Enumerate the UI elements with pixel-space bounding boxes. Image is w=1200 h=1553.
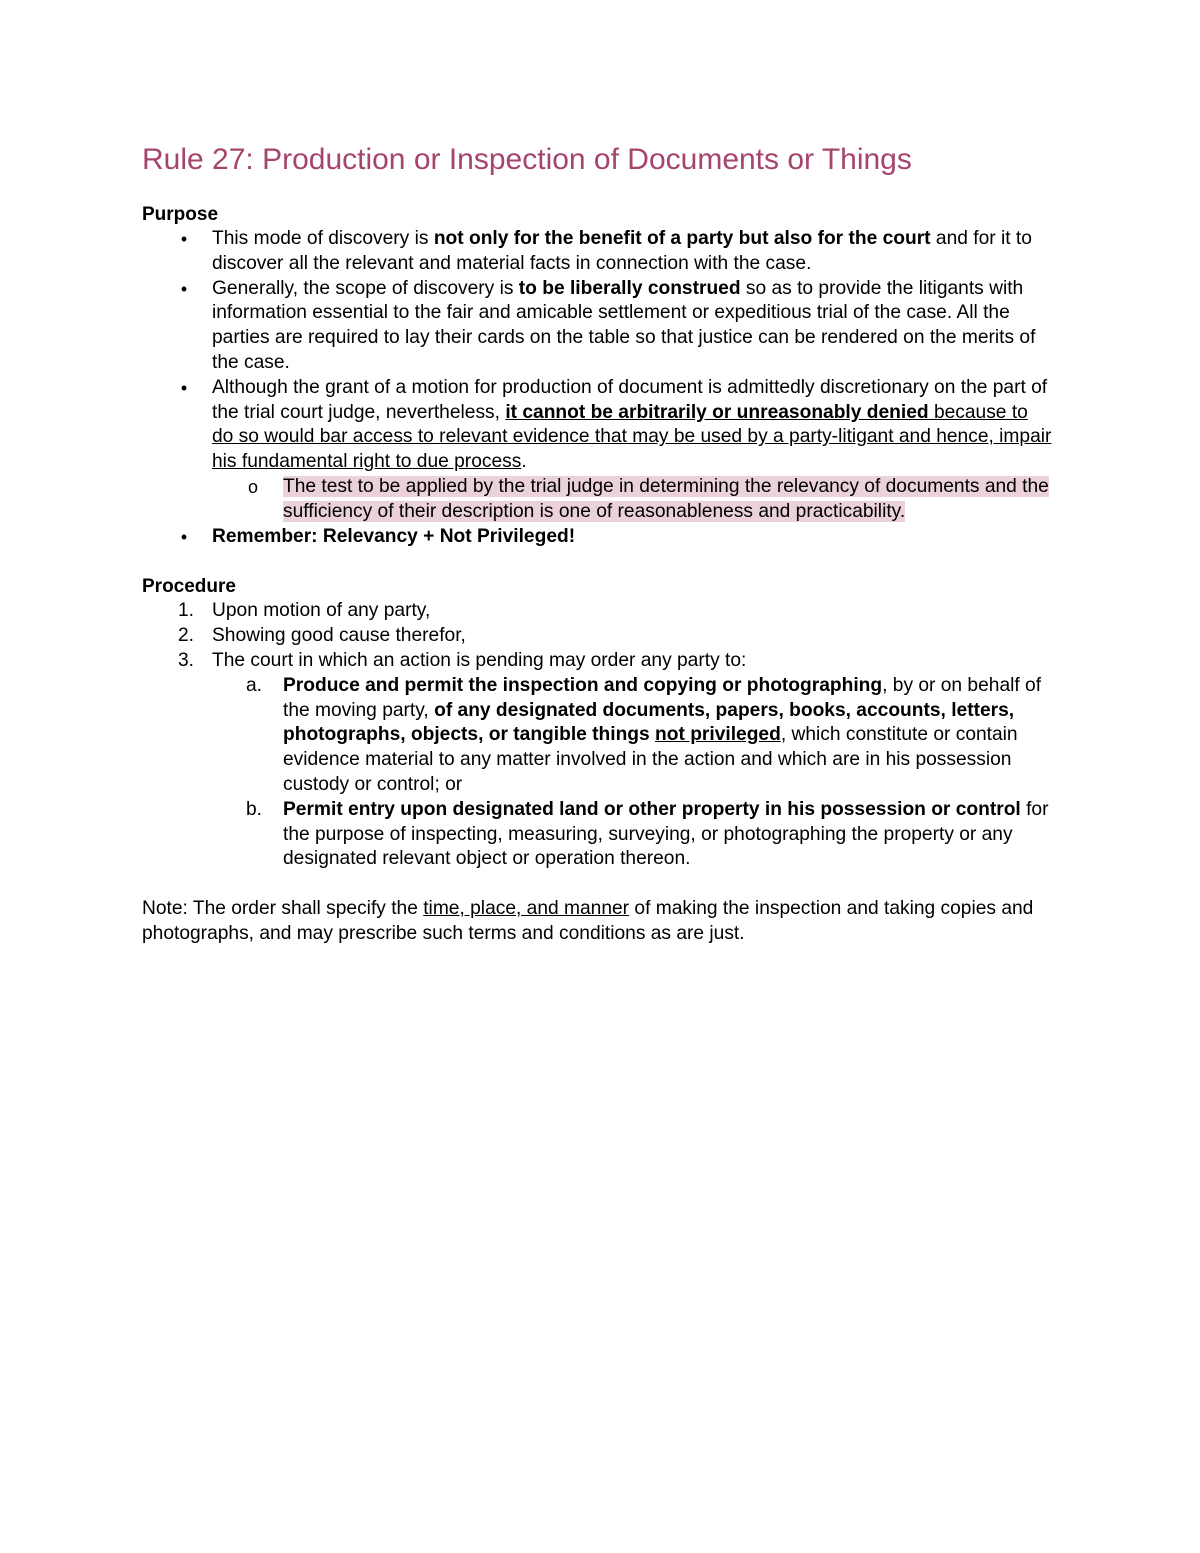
purpose-item-text: so as to provide the litigants with information essential to the fair and amicable settlement or expeditious trial of the case. All the parties are required to lay their cards on the table so that justice can be rendered on the merits of the case. — [212, 277, 1036, 373]
bullet-icon: • — [180, 229, 188, 249]
purpose-sub-item — [212, 475, 1054, 525]
purpose-item — [142, 277, 1054, 376]
purpose-item-underlined: because to do so would bar access to relevant evidence that may be used by a party-litigant and hence, impair his fundamental right to due process — [212, 401, 1052, 473]
purpose-list — [142, 227, 1054, 549]
list-number: 2. — [178, 625, 195, 647]
procedure-item — [142, 599, 1054, 624]
bullet-icon: • — [180, 377, 188, 398]
note-paragraph — [142, 897, 1054, 947]
procedure-sub-item-text: , which constitute or contain evidence material to any matter involved in the action and which are in his possession custody or control; or — [283, 724, 1018, 795]
list-letter: a. — [246, 674, 263, 696]
circle-bullet-icon: o — [248, 476, 259, 497]
purpose-item-text: This mode of discovery is — [212, 228, 434, 249]
bullet-icon: • — [180, 526, 188, 547]
purpose-sub-list — [212, 475, 1054, 525]
procedure-sub-item-text: , by or on behalf of the moving party, — [283, 674, 1042, 721]
list-number: 3. — [178, 649, 195, 671]
procedure-item-text: The court in which an action is pending may order any party to: — [212, 649, 747, 671]
procedure-sub-item-bold-underlined: not privileged — [655, 724, 781, 746]
purpose-item-bold-underlined: it cannot be arbitrarily or unreasonably denied — [505, 401, 929, 423]
purpose-item-bold: not only for the benefit of a party but also for the court — [433, 228, 931, 249]
purpose-item — [142, 525, 1054, 550]
procedure-sub-item-text: for the purpose of inspecting, measuring, surveying, or photographing the property or any designated relevant object or operation thereon. — [283, 798, 1049, 870]
procedure-sub-item — [212, 798, 1054, 872]
purpose-item-text: Generally, the scope of discovery is — [212, 277, 519, 299]
procedure-list — [142, 599, 1054, 872]
procedure-item — [142, 649, 1054, 872]
purpose-item-bold: Remember: Relevancy + Not Privileged! — [212, 525, 576, 547]
list-letter: b. — [246, 798, 263, 820]
note-text: of making the inspection and taking copies and photographs, and may prescribe such terms and conditions as are just. — [142, 898, 1034, 944]
purpose-heading: Purpose — [142, 204, 219, 225]
procedure-sub-item-bold: of any designated documents, papers, books, accounts, letters, photographs, objects, or tangible things — [283, 699, 1015, 746]
purpose-item-text: . — [521, 451, 527, 473]
purpose-item — [142, 376, 1054, 525]
procedure-item — [142, 624, 1054, 649]
procedure-sub-item-bold: Permit entry upon designated land or other property in his possession or control — [283, 798, 1021, 820]
purpose-item-bold: to be liberally construed — [518, 277, 741, 299]
purpose-item-text: Although the grant of a motion for production of document is admittedly discretionary on the part of the trial court judge, nevertheless, — [212, 376, 1048, 423]
purpose-item — [142, 227, 1054, 277]
procedure-sub-item — [212, 674, 1054, 798]
procedure-item-text: Showing good cause therefor, — [212, 625, 466, 647]
procedure-heading: Procedure — [142, 576, 236, 598]
page-title: Rule 27: Production or Inspection of Documents or Things — [142, 143, 912, 176]
note-text: Note: The order shall specify the — [142, 898, 424, 920]
note-underlined: time, place, and manner — [423, 898, 630, 920]
purpose-item-text: and for it to discover all the relevant and material facts in connection with the case. — [212, 228, 1032, 274]
procedure-item-text: Upon motion of any party, — [212, 600, 431, 622]
procedure-sub-item-bold: Produce and permit the inspection and copying or photographing — [283, 674, 883, 696]
procedure-sub-list — [212, 674, 1054, 872]
document-body — [142, 140, 1054, 947]
highlighted-text: The test to be applied by the trial judge in determining the relevancy of documents and the sufficiency of their description is one of reasonableness and practicability. — [283, 475, 1049, 522]
list-number: 1. — [178, 600, 195, 622]
bullet-icon: • — [180, 278, 188, 299]
